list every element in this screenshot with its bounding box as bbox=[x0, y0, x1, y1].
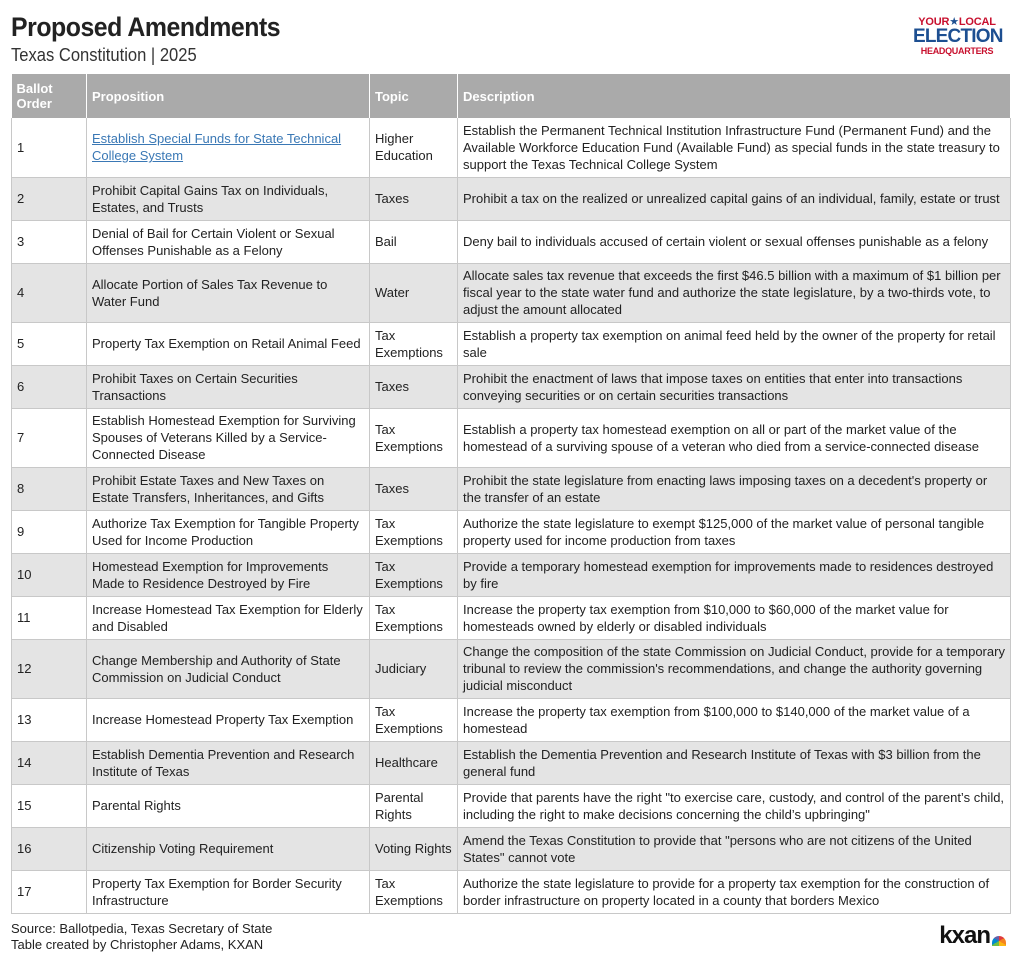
description-cell: Authorize the state legislature to exempt $125,000 of the market value of personal tangible property used for income production from taxes bbox=[458, 510, 1011, 553]
proposition-cell: Establish Homestead Exemption for Surviving Spouses of Veterans Killed by a Service-Connected Disease bbox=[87, 408, 370, 467]
table-header-row bbox=[12, 74, 1011, 118]
ballot-order-cell: 14 bbox=[12, 741, 87, 784]
description-cell: Allocate sales tax revenue that exceeds the first $46.5 billion with a maximum of $1 billion per fiscal year to the state water fund and authorize the state legislature, by a two-thirds vote, to adjust the amount allocated bbox=[458, 263, 1011, 322]
table-row bbox=[12, 827, 1011, 870]
ballot-order-cell: 10 bbox=[12, 553, 87, 596]
topic-cell: Tax Exemptions bbox=[370, 510, 458, 553]
ballot-order-cell: 12 bbox=[12, 639, 87, 698]
table-row bbox=[12, 741, 1011, 784]
topic-cell: Tax Exemptions bbox=[370, 698, 458, 741]
description-cell: Prohibit the state legislature from enacting laws imposing taxes on a decedent's property or the transfer of an estate bbox=[458, 467, 1011, 510]
ballot-order-cell: 8 bbox=[12, 467, 87, 510]
description-cell: Provide a temporary homestead exemption for improvements made to residences destroyed by fire bbox=[458, 553, 1011, 596]
topic-cell: Tax Exemptions bbox=[370, 408, 458, 467]
peacock-icon bbox=[992, 936, 1006, 946]
proposition-cell bbox=[87, 118, 370, 177]
topic-cell: Tax Exemptions bbox=[370, 322, 458, 365]
table-row bbox=[12, 177, 1011, 220]
topic-cell: Judiciary bbox=[370, 639, 458, 698]
topic-cell: Tax Exemptions bbox=[370, 870, 458, 913]
table-row bbox=[12, 220, 1011, 263]
ballot-order-cell: 2 bbox=[12, 177, 87, 220]
table-row bbox=[12, 365, 1011, 408]
topic-cell: Bail bbox=[370, 220, 458, 263]
topic-cell: Taxes bbox=[370, 365, 458, 408]
table-row bbox=[12, 553, 1011, 596]
topic-cell: Parental Rights bbox=[370, 784, 458, 827]
ballot-order-cell: 4 bbox=[12, 263, 87, 322]
proposition-cell: Authorize Tax Exemption for Tangible Property Used for Income Production bbox=[87, 510, 370, 553]
proposition-cell: Property Tax Exemption on Retail Animal Feed bbox=[87, 322, 370, 365]
description-cell: Amend the Texas Constitution to provide that "persons who are not citizens of the United States" cannot vote bbox=[458, 827, 1011, 870]
ballot-order-cell: 6 bbox=[12, 365, 87, 408]
proposition-cell: Establish Dementia Prevention and Research Institute of Texas bbox=[87, 741, 370, 784]
proposition-cell: Prohibit Taxes on Certain Securities Transactions bbox=[87, 365, 370, 408]
logo-word-headquarters: HEADQUARTERS bbox=[920, 46, 994, 56]
kxan-logo bbox=[939, 922, 1006, 950]
proposition-cell: Homestead Exemption for Improvements Made to Residence Destroyed by Fire bbox=[87, 553, 370, 596]
topic-cell: Taxes bbox=[370, 467, 458, 510]
proposition-cell: Property Tax Exemption for Border Security Infrastructure bbox=[87, 870, 370, 913]
proposition-cell: Parental Rights bbox=[87, 784, 370, 827]
table-row bbox=[12, 639, 1011, 698]
header bbox=[11, 10, 1009, 72]
table-row bbox=[12, 870, 1011, 913]
ballot-order-cell: 11 bbox=[12, 596, 87, 639]
logo-word-election: ELECTION bbox=[913, 26, 1003, 47]
proposition-cell: Prohibit Capital Gains Tax on Individuals, Estates, and Trusts bbox=[87, 177, 370, 220]
source-note: Source: Ballotpedia, Texas Secretary of State bbox=[11, 921, 273, 936]
description-cell: Increase the property tax exemption from $10,000 to $60,000 of the market value for homesteads owned by elderly or disabled individuals bbox=[458, 596, 1011, 639]
description-cell: Authorize the state legislature to provide for a property tax exemption for the construction of border infrastructure on property located in a county that borders Mexico bbox=[458, 870, 1011, 913]
proposition-cell: Prohibit Estate Taxes and New Taxes on Estate Transfers, Inheritances, and Gifts bbox=[87, 467, 370, 510]
description-cell: Prohibit a tax on the realized or unrealized capital gains of an individual, family, estate or trust bbox=[458, 177, 1011, 220]
description-cell: Establish the Permanent Technical Institution Infrastructure Fund (Permanent Fund) and the Available Workforce Education Fund (Available Fund) as special funds in the state treasury to support the Texas Technical College System bbox=[458, 118, 1011, 177]
column-header-topic: Topic bbox=[370, 74, 458, 118]
table-body bbox=[12, 118, 1011, 913]
proposition-cell: Denial of Bail for Certain Violent or Sexual Offenses Punishable as a Felony bbox=[87, 220, 370, 263]
ballot-order-cell: 13 bbox=[12, 698, 87, 741]
description-cell: Establish the Dementia Prevention and Research Institute of Texas with $3 billion from the general fund bbox=[458, 741, 1011, 784]
description-cell: Establish a property tax homestead exemption on all or part of the market value of the homestead of a surviving spouse of a veteran who died from a service-connected disease bbox=[458, 408, 1011, 467]
credit-note: Table created by Christopher Adams, KXAN bbox=[11, 937, 264, 952]
amendments-table bbox=[11, 74, 1011, 914]
table-row bbox=[12, 596, 1011, 639]
ballot-order-cell: 15 bbox=[12, 784, 87, 827]
topic-cell: Water bbox=[370, 263, 458, 322]
kxan-wordmark: kxan bbox=[939, 922, 990, 949]
logo-word-your: YOUR bbox=[918, 16, 950, 28]
table-row bbox=[12, 263, 1011, 322]
table-row bbox=[12, 118, 1011, 177]
description-cell: Establish a property tax exemption on animal feed held by the owner of the property for retail sale bbox=[458, 322, 1011, 365]
column-header-ballot-order: Ballot Order bbox=[12, 74, 87, 118]
table-row bbox=[12, 510, 1011, 553]
topic-cell: Tax Exemptions bbox=[370, 553, 458, 596]
ballot-order-cell: 1 bbox=[12, 118, 87, 177]
ballot-order-cell: 3 bbox=[12, 220, 87, 263]
proposition-cell: Increase Homestead Tax Exemption for Elderly and Disabled bbox=[87, 596, 370, 639]
table-row bbox=[12, 467, 1011, 510]
description-cell: Provide that parents have the right "to exercise care, custody, and control of the parent’s child, including the right to make decisions concerning the child’s upbringing" bbox=[458, 784, 1011, 827]
proposition-cell: Change Membership and Authority of State Commission on Judicial Conduct bbox=[87, 639, 370, 698]
topic-cell: Higher Education bbox=[370, 118, 458, 177]
table-row bbox=[12, 322, 1011, 365]
table-row bbox=[12, 784, 1011, 827]
proposition-cell: Citizenship Voting Requirement bbox=[87, 827, 370, 870]
page-title: Proposed Amendments bbox=[11, 12, 281, 42]
ballot-order-cell: 16 bbox=[12, 827, 87, 870]
topic-cell: Voting Rights bbox=[370, 827, 458, 870]
star-icon: ★ bbox=[949, 16, 959, 28]
description-cell: Deny bail to individuals accused of certain violent or sexual offenses punishable as a felony bbox=[458, 220, 1011, 263]
table-row bbox=[12, 408, 1011, 467]
proposition-cell: Increase Homestead Property Tax Exemption bbox=[87, 698, 370, 741]
ballot-order-cell: 17 bbox=[12, 870, 87, 913]
topic-cell: Healthcare bbox=[370, 741, 458, 784]
column-header-proposition: Proposition bbox=[87, 74, 370, 118]
logo-word-local: LOCAL bbox=[958, 16, 996, 28]
proposition-link[interactable]: Establish Special Funds for State Technical College System bbox=[92, 131, 342, 164]
ballot-order-cell: 5 bbox=[12, 322, 87, 365]
topic-cell: Tax Exemptions bbox=[370, 596, 458, 639]
description-cell: Increase the property tax exemption from $100,000 to $140,000 of the market value of a homestead bbox=[458, 698, 1011, 741]
ballot-order-cell: 7 bbox=[12, 408, 87, 467]
description-cell: Prohibit the enactment of laws that impose taxes on entities that enter into transactions conveying securities or on certain securities transactions bbox=[458, 365, 1011, 408]
topic-cell: Taxes bbox=[370, 177, 458, 220]
column-header-description: Description bbox=[458, 74, 1011, 118]
ballot-order-cell: 9 bbox=[12, 510, 87, 553]
footer bbox=[11, 921, 272, 953]
page-subtitle: Texas Constitution | 2025 bbox=[11, 45, 197, 65]
description-cell: Change the composition of the state Commission on Judicial Conduct, provide for a temporary tribunal to review the commission's recommendations, and change the authority governing judicial misconduct bbox=[458, 639, 1011, 698]
table-row bbox=[12, 698, 1011, 741]
election-headquarters-logo bbox=[913, 16, 1001, 58]
proposition-cell: Allocate Portion of Sales Tax Revenue to Water Fund bbox=[87, 263, 370, 322]
